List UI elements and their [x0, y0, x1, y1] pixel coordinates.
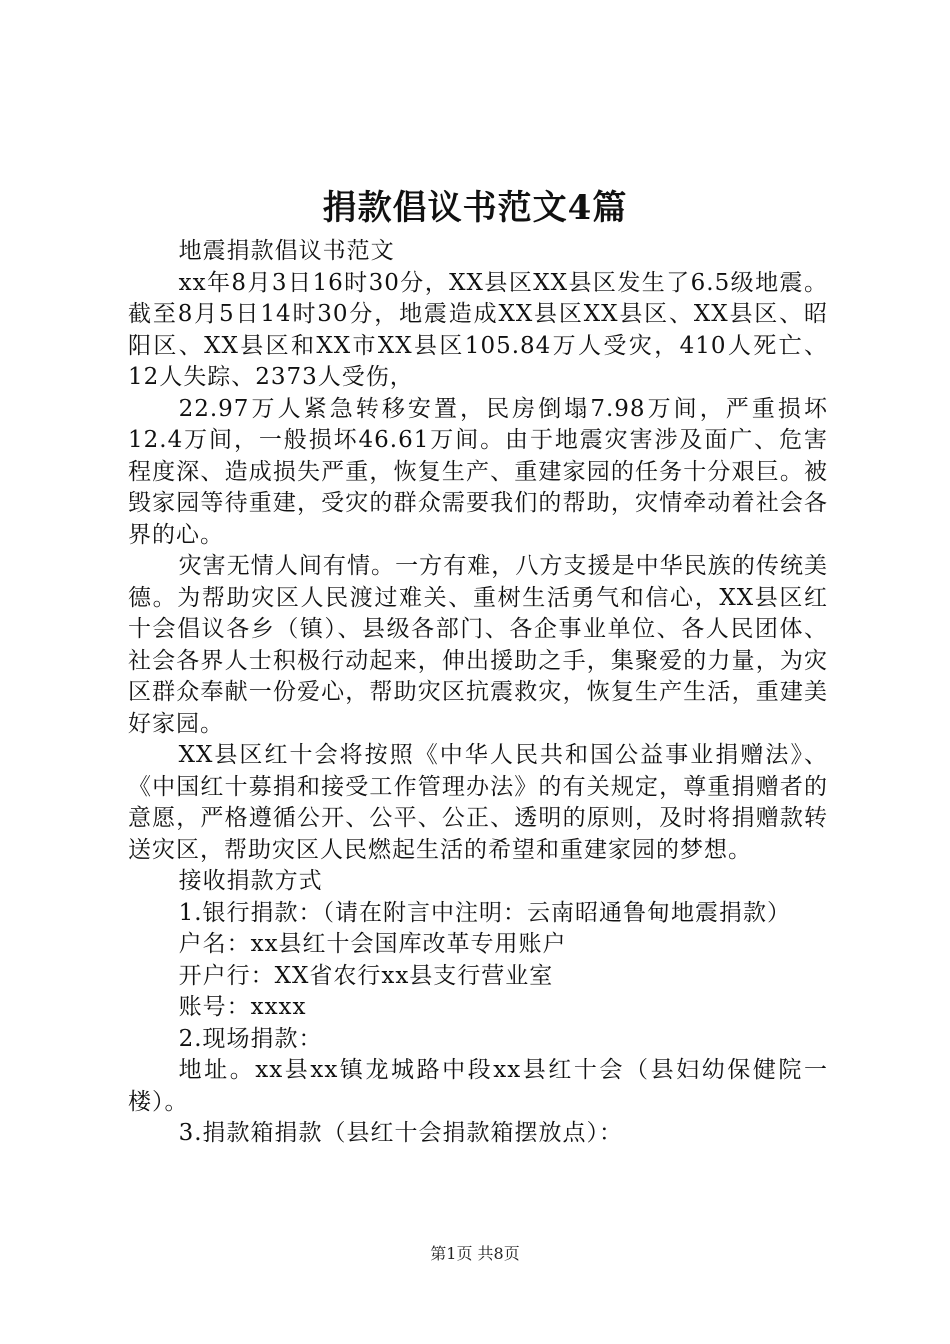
paragraph: 1.银行捐款：（请在附言中注明：云南昭通鲁甸地震捐款） — [178, 899, 792, 926]
section-heading: 接收捐款方式 — [178, 868, 323, 894]
document-title: 捐款倡议书范文4篇 — [322, 188, 628, 228]
paragraph: 账号：xxxx — [178, 994, 307, 1020]
paragraph: 地址。xx县xx镇龙城路中段xx县红十会（县妇幼保健院一楼）。 — [128, 1057, 828, 1115]
paragraph: 灾害无情人间有情。一方有难，八方支援是中华民族的传统美德。为帮助灾区人民渡过难关、重树生活勇气和信心，XX县区红十会倡议各乡（镇）、县级各部门、各企事业单位、各人民团体、社会各界人士积极行动起来，伸出援助之手，集聚爱的力量，为灾区群众奉献一份爱心，帮助灾区抗震救灾，恢复生产生活，重建美好家园。 — [128, 553, 828, 737]
paragraph: 22.97万人紧急转移安置，民房倒塌7.98万间，严重损坏12.4万间，一般损坏46.61万间。由于地震灾害涉及面广、危害程度深、造成损失严重，恢复生产、重建家园的任务十分艰巨。被毁家园等待重建，受灾的群众需要我们的帮助，灾情牵动着社会各界的心。 — [128, 395, 828, 548]
paragraph: XX县区红十会将按照《中华人民共和国公益事业捐赠法》、《中国红十募捐和接受工作管理办法》的有关规定，尊重捐赠者的意愿，严格遵循公开、公平、公正、透明的原则，及时将捐赠款转送灾区，帮助灾区人民燃起生活的希望和重建家园的梦想。 — [128, 742, 828, 863]
paragraph: xx年8月3日16时30分，XX县区XX县区发生了6.5级地震。截至8月5日14时30分，地震造成XX县区XX县区、XX县区、昭阳区、XX县区和XX市XX县区105.84万人受灾，410人死亡、12人失踪、2373人受伤， — [128, 269, 828, 390]
paragraph-subtitle: 地震捐款倡议书范文 — [178, 238, 395, 264]
paragraph: 2.现场捐款： — [178, 1025, 323, 1052]
paragraph: 3.捐款箱捐款（县红十会捐款箱摆放点）： — [178, 1120, 624, 1146]
document-body — [128, 236, 828, 1150]
paragraph: 开户行：XX省农行xx县支行营业室 — [178, 962, 554, 989]
page-footer: 第1页 共8页 — [430, 1244, 520, 1263]
paragraph: 户名：xx县红十会国库改革专用账户 — [178, 931, 567, 957]
